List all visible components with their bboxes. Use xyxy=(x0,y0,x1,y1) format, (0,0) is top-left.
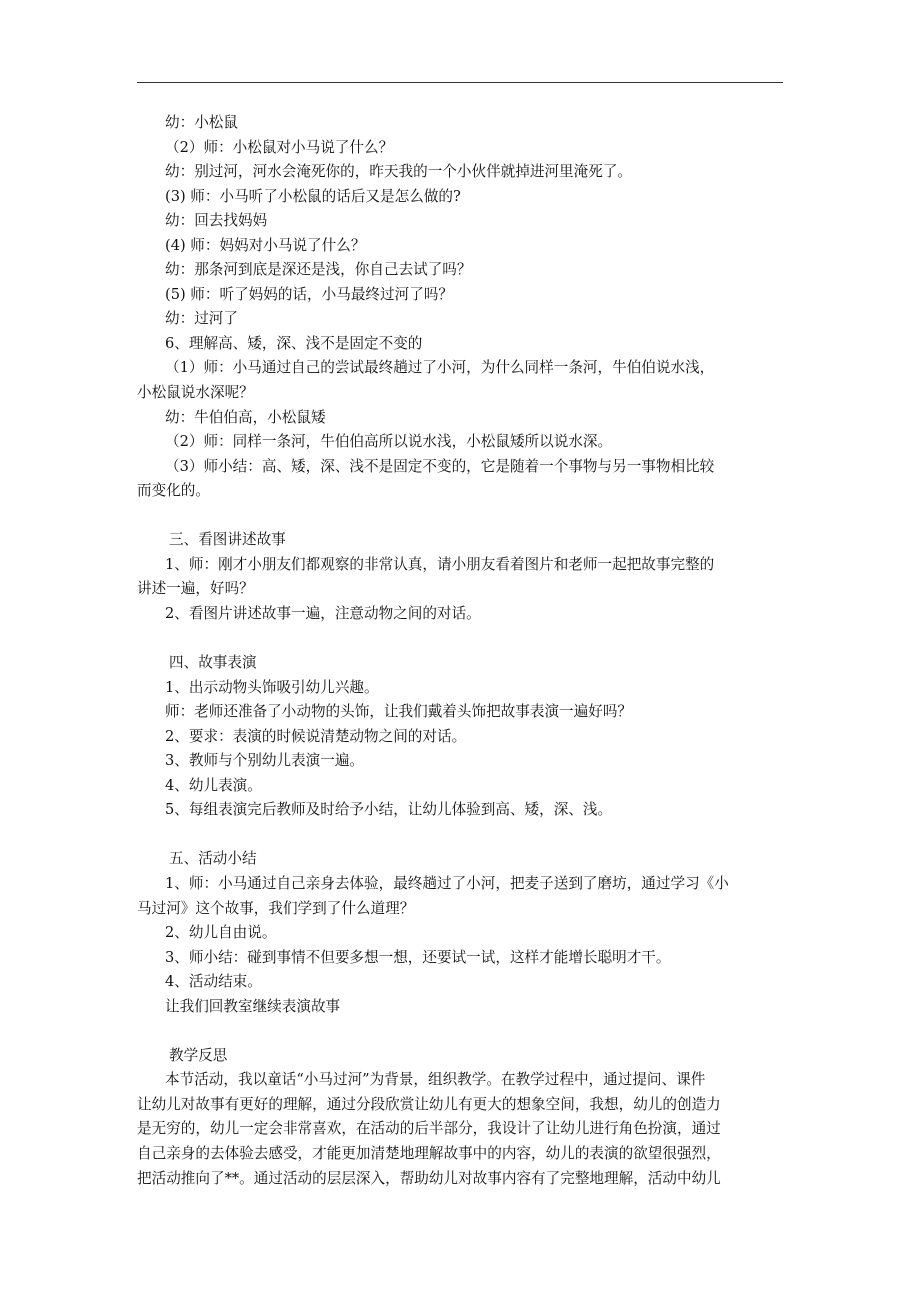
section-5-item: 让我们回教室继续表演故事 xyxy=(165,997,341,1015)
reflection-line: 把活动推向了**。通过活动的层层深入，帮助幼儿对故事内容有了完整地理解，活动中幼儿 xyxy=(137,1169,721,1187)
section-3-heading: 三、看图讲述故事 xyxy=(169,531,286,549)
section-4-item: 师：老师还准备了小动物的头饰，让我们戴着头饰把故事表演一遍好吗？ xyxy=(165,703,633,721)
dialogue-line: （2）师：小松鼠对小马说了什么？ xyxy=(165,138,394,156)
section-3-item-1-line-1: 1、师：刚才小朋友们都观察的非常认真，请小朋友看着图片和老师一起把故事完整的 xyxy=(165,555,715,573)
section-5-item-1-line-1: 1、师：小马通过自己亲身去体验，最终趟过了小河，把麦子送到了磨坊，通过学习《小 xyxy=(165,874,729,892)
question-1-line-1: （1）师：小马通过自己的尝试最终趟过了小河，为什么同样一条河，牛伯伯说水浅， xyxy=(165,359,715,377)
section-5-item: 4、活动结束。 xyxy=(165,973,262,991)
answer-1: 幼：牛伯伯高，小松鼠矮 xyxy=(165,408,326,426)
dialogue-line: 幼：那条河到底是深还是浅，你自己去试了吗？ xyxy=(165,261,472,279)
section-4-item: 4、幼儿表演。 xyxy=(165,776,262,794)
dialogue-line: (5) 师：听了妈妈的话，小马最终过河了吗？ xyxy=(165,285,454,303)
dialogue-line: 幼：过河了 xyxy=(165,310,238,328)
reflection-heading: 教学反思 xyxy=(169,1046,228,1064)
section-5-item: 2、幼儿自由说。 xyxy=(165,924,277,942)
dialogue-line: 6、理解高、矮，深、浅不是固定不变的 xyxy=(165,334,423,352)
section-5-heading: 五、活动小结 xyxy=(169,850,257,868)
section-4-item: 3、教师与个别幼儿表演一遍。 xyxy=(165,752,365,770)
section-3-item-2: 2、看图片讲述故事一遍，注意动物之间的对话。 xyxy=(165,604,481,622)
question-3-line-2: 而变化的。 xyxy=(137,482,210,500)
section-5-item: 3、师小结：碰到事情不但要多想一想，还要试一试，这样才能增长聪明才干。 xyxy=(165,948,671,966)
dialogue-line: 幼：别过河，河水会淹死你的，昨天我的一个小伙伴就掉进河里淹死了。 xyxy=(165,163,633,181)
question-2: （2）师：同样一条河，牛伯伯高所以说水浅，小松鼠矮所以说水深。 xyxy=(165,433,613,451)
section-4-item: 1、出示动物头饰吸引幼儿兴趣。 xyxy=(165,678,379,696)
reflection-line: 本节活动，我以童话“小马过河”为背景，组织教学。在教学过程中，通过提问、课件 xyxy=(165,1071,706,1089)
reflection-line: 让幼儿对故事有更好的理解，通过分段欣赏让幼儿有更大的想象空间，我想，幼儿的创造力 xyxy=(137,1095,721,1113)
section-4-item: 5、每组表演完后教师及时给予小结，让幼儿体验到高、矮，深、浅。 xyxy=(165,801,613,819)
section-4-heading: 四、故事表演 xyxy=(169,654,257,672)
reflection-line: 自己亲身的去体验去感受，才能更加清楚地理解故事中的内容，幼儿的表演的欲望很强烈， xyxy=(137,1144,721,1162)
section-3-item-1-line-2: 讲述一遍，好吗？ xyxy=(137,580,254,598)
document-body xyxy=(137,111,783,1191)
dialogue-line: (3) 师：小马听了小松鼠的话后又是怎么做的? xyxy=(165,187,461,205)
section-5-item-1-line-2: 马过河》这个故事，我们学到了什么道理？ xyxy=(137,899,415,917)
reflection-line: 是无穷的，幼儿一定会非常喜欢，在活动的后半部分，我设计了让幼儿进行角色扮演，通过 xyxy=(137,1120,721,1138)
question-3-line-1: （3）师小结：高、矮，深、浅不是固定不变的，它是随着一个事物与另一事物相比较 xyxy=(165,457,715,475)
dialogue-line: 幼：回去找妈妈 xyxy=(165,212,268,230)
question-1-line-2: 小松鼠说水深呢？ xyxy=(137,384,254,402)
dialogue-line: 幼：小松鼠 xyxy=(165,114,238,131)
header-rule xyxy=(137,82,783,83)
section-4-item: 2、要求：表演的时候说清楚动物之间的对话。 xyxy=(165,727,467,745)
dialogue-line: (4) 师：妈妈对小马说了什么？ xyxy=(165,236,366,254)
